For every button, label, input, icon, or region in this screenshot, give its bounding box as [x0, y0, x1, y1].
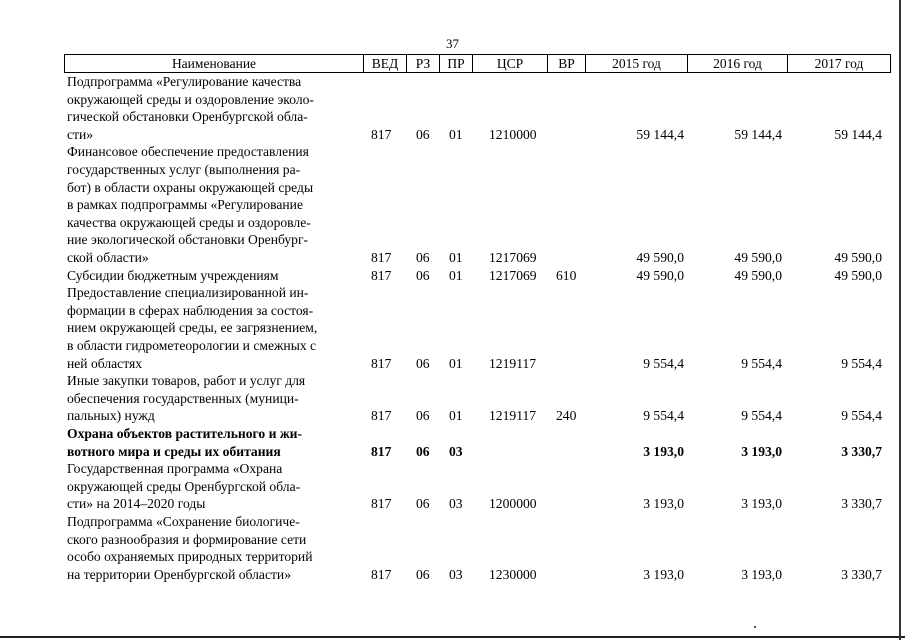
cell-2017: 9 554,4: [841, 408, 882, 424]
cell-2017: 3 330,7: [841, 443, 882, 459]
header-ved: ВЕД: [363, 55, 406, 72]
cell-ved: 817: [371, 126, 392, 142]
cell-2015: 3 193,0: [643, 566, 684, 582]
table-row: [0, 284, 905, 372]
table-row: [0, 267, 905, 285]
cell-rz: 06: [416, 566, 430, 582]
cell-pr: 01: [449, 355, 463, 371]
cell-ved: 817: [371, 249, 392, 265]
row-name: Субсидии бюджетным учреждениям: [67, 267, 279, 283]
cell-pr: 01: [449, 126, 463, 142]
cell-2017: 49 590,0: [834, 267, 882, 283]
table-row: [0, 372, 905, 425]
cell-2016: 49 590,0: [734, 249, 782, 265]
cell-pr: 01: [449, 408, 463, 424]
cell-csr: 1219117: [489, 355, 537, 371]
cell-ved: 817: [371, 496, 392, 512]
cell-rz: 06: [416, 443, 430, 459]
header-vr: ВР: [547, 55, 585, 72]
table-row: [0, 143, 905, 266]
row-name: Финансовое обеспечение предоставления государственных услуг (выполнения ра- бот) в области охраны окружающей среды в рамках подпрограммы «Регулирование качества окружающей среды и оздоровле- ние экологической обстановки Оренбург- ской области»: [67, 144, 314, 265]
row-name: Государственная программа «Охрана окружающей среды Оренбургской обла- сти» на 2014–2020 годы: [67, 461, 301, 512]
cell-pr: 03: [449, 443, 463, 459]
cell-ved: 817: [371, 267, 392, 283]
cell-pr: 01: [449, 249, 463, 265]
page-edge-right: [899, 0, 901, 640]
cell-rz: 06: [416, 355, 430, 371]
cell-pr: 01: [449, 267, 463, 283]
cell-csr: 1217069: [489, 249, 537, 265]
cell-2015: 49 590,0: [636, 249, 684, 265]
cell-rz: 06: [416, 267, 430, 283]
table-row: [0, 460, 905, 513]
row-name: Подпрограмма «Сохранение биологиче- ского разнообразия и формирование сети особо охраняемых природных территорий на территории Оренбургской области»: [67, 514, 313, 582]
cell-2017: 3 330,7: [841, 496, 882, 512]
cell-2016: 9 554,4: [741, 355, 782, 371]
cell-pr: 03: [449, 566, 463, 582]
cell-rz: 06: [416, 496, 430, 512]
cell-vr: 610: [556, 267, 577, 283]
cell-csr: 1210000: [489, 126, 537, 142]
cell-2015: 3 193,0: [643, 443, 684, 459]
scan-speck: [754, 626, 756, 628]
cell-2016: 3 193,0: [741, 443, 782, 459]
header-rz: РЗ: [406, 55, 439, 72]
cell-2017: 49 590,0: [834, 249, 882, 265]
page-number: 37: [446, 36, 459, 51]
cell-ved: 817: [371, 443, 392, 459]
cell-2017: 59 144,4: [834, 126, 882, 142]
cell-csr: 1230000: [489, 566, 537, 582]
header-2017: 2017 год: [787, 55, 890, 72]
header-name: Наименование: [171, 56, 257, 71]
cell-2015: 49 590,0: [636, 267, 684, 283]
cell-csr: 1200000: [489, 496, 537, 512]
header-pr: ПР: [439, 55, 472, 72]
cell-ved: 817: [371, 408, 392, 424]
table-header: [64, 54, 891, 73]
table-row: [0, 425, 905, 460]
row-name: Охрана объектов растительного и жи- вотного мира и среды их обитания: [67, 426, 303, 459]
cell-2015: 9 554,4: [643, 355, 684, 371]
cell-pr: 03: [449, 496, 463, 512]
header-2016: 2016 год: [687, 55, 787, 72]
cell-2015: 59 144,4: [636, 126, 684, 142]
cell-2016: 9 554,4: [741, 408, 782, 424]
cell-ved: 817: [371, 566, 392, 582]
cell-2017: 3 330,7: [841, 566, 882, 582]
cell-2016: 3 193,0: [741, 496, 782, 512]
row-name: Предоставление специализированной ин- формации в сферах наблюдения за состоя- нием окружающей среды, ее загрязнением, в области гидрометеорологии и смежных с ней областях: [67, 285, 318, 371]
cell-csr: 1219117: [489, 408, 537, 424]
cell-2015: 3 193,0: [643, 496, 684, 512]
cell-rz: 06: [416, 408, 430, 424]
cell-rz: 06: [416, 249, 430, 265]
cell-2015: 9 554,4: [643, 408, 684, 424]
cell-2017: 9 554,4: [841, 355, 882, 371]
table-row: [0, 513, 905, 583]
cell-ved: 817: [371, 355, 392, 371]
page-edge-bottom: [0, 636, 905, 638]
cell-2016: 3 193,0: [741, 566, 782, 582]
row-name: Иные закупки товаров, работ и услуг для обеспечения государственных (муници- пальных) нужд: [67, 373, 306, 424]
header-2015: 2015 год: [585, 55, 687, 72]
cell-2016: 49 590,0: [734, 267, 782, 283]
row-name: Подпрограмма «Регулирование качества окружающей среды и оздоровление эколо- гической обстановки Оренбургской обла- сти»: [67, 74, 314, 142]
header-csr: ЦСР: [472, 55, 547, 72]
cell-2016: 59 144,4: [734, 126, 782, 142]
table-row: [0, 73, 905, 143]
cell-vr: 240: [556, 408, 577, 424]
cell-rz: 06: [416, 126, 430, 142]
cell-csr: 1217069: [489, 267, 537, 283]
